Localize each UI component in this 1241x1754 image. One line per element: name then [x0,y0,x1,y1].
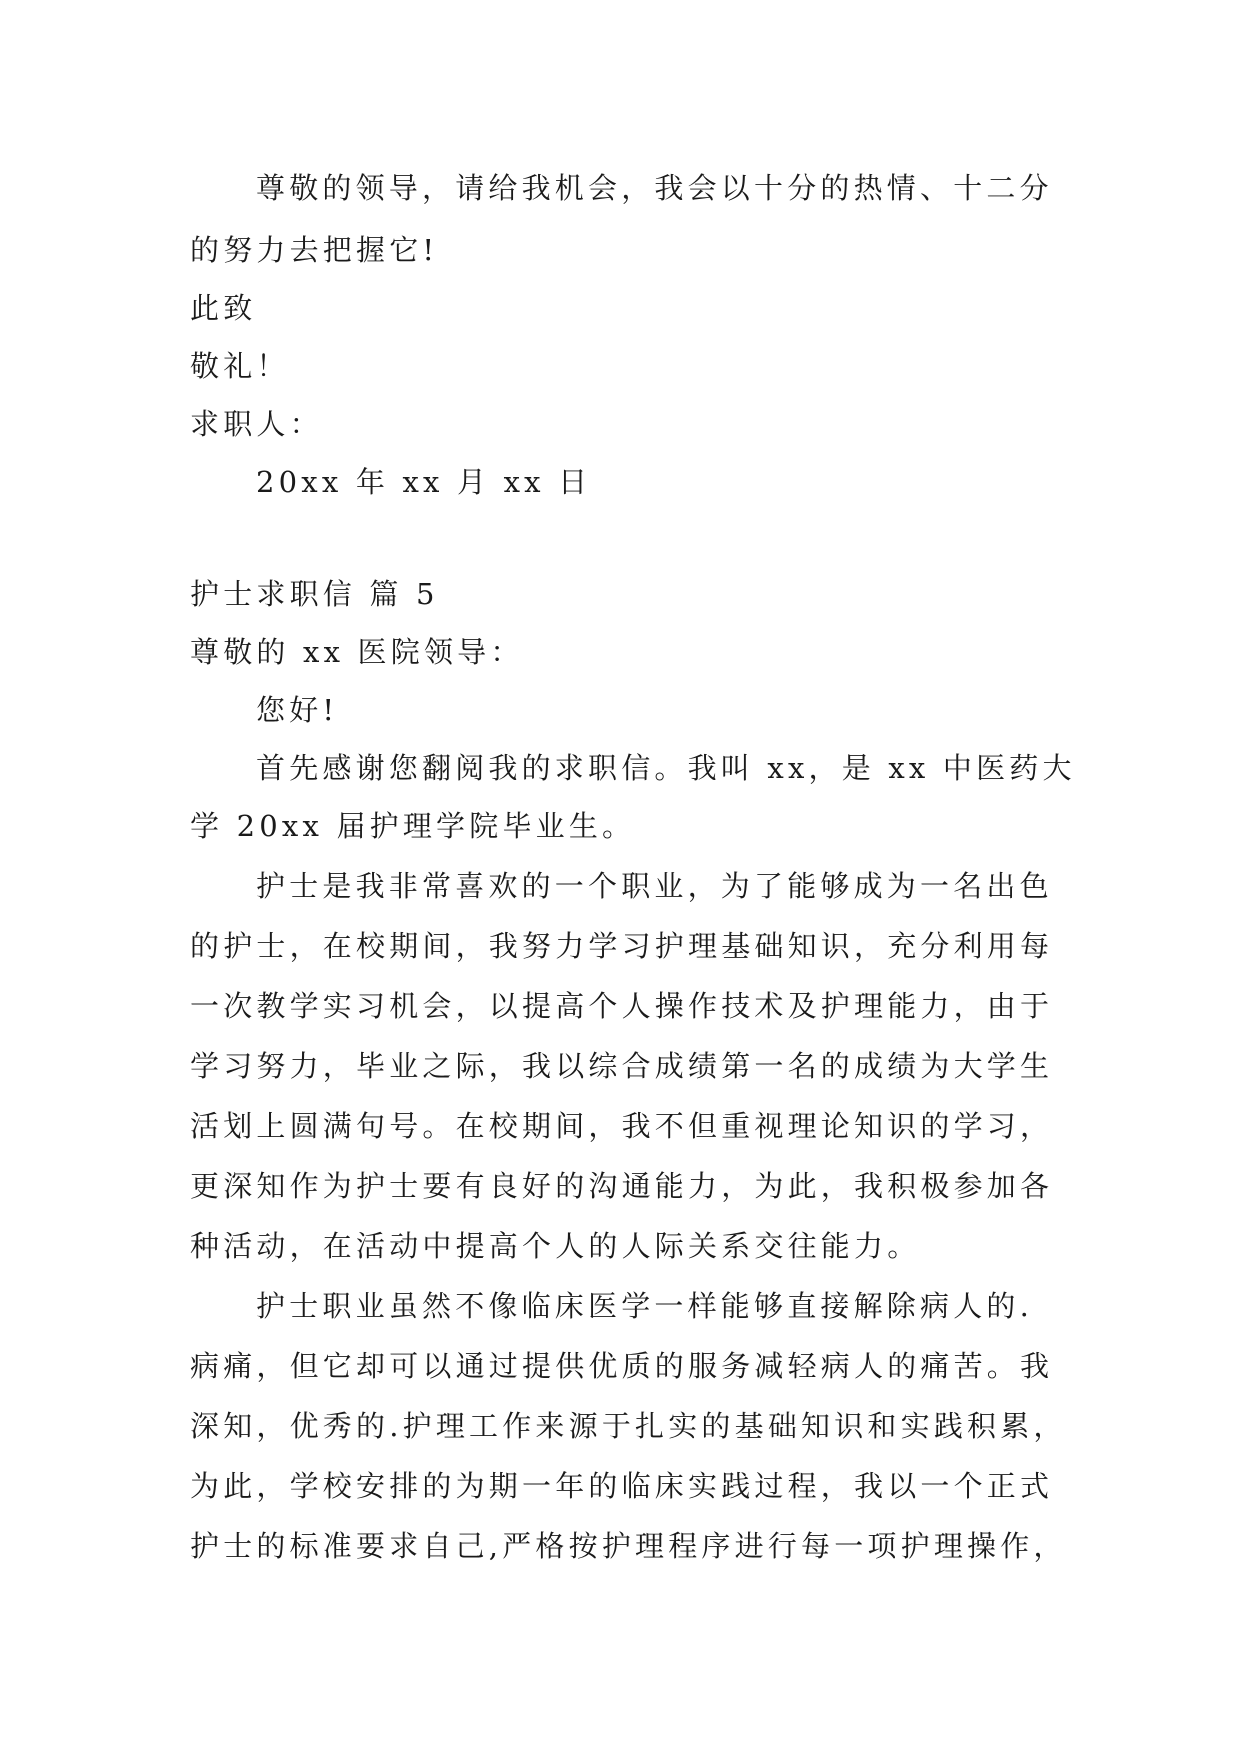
greeting-hello: 您好! [256,693,339,727]
paragraph-line: 的护士，在校期间，我努力学习护理基础知识，充分利用每 [190,929,1054,963]
paragraph-line: 为此，学校安排的为期一年的临床实践过程，我以一个正式 [190,1469,1054,1503]
date-line: 20xx 年 xx 月 xx 日 [256,465,592,499]
paragraph-line: 一次教学实习机会，以提高个人操作技术及护理能力，由于 [190,989,1054,1023]
paragraph-line: 护士是我非常喜欢的一个职业，为了能够成为一名出色 [256,869,1053,903]
paragraph-line: 首先感谢您翻阅我的求职信。我叫 xx，是 xx 中医药大 [256,751,1076,785]
paragraph-line: 学 20xx 届护理学院毕业生。 [190,809,636,843]
paragraph-line: 护士职业虽然不像临床医学一样能够直接解除病人的. [256,1289,1034,1323]
paragraph-line: 病痛，但它却可以通过提供优质的服务减轻病人的痛苦。我 [190,1349,1054,1383]
paragraph-line: 的努力去把握它! [190,233,439,267]
greeting-line: 尊敬的 xx 医院领导： [190,635,524,669]
signature-label: 求职人： [190,407,323,441]
closing-salutation: 此致 [190,291,257,325]
section-heading: 护士求职信 篇 5 [190,577,439,611]
paragraph-line: 更深知作为护士要有良好的沟通能力，为此，我积极参加各 [190,1169,1054,1203]
closing-regards: 敬礼！ [190,349,290,383]
paragraph-line: 种活动，在活动中提高个人的人际关系交往能力。 [190,1229,921,1263]
paragraph-line: 学习努力，毕业之际，我以综合成绩第一名的成绩为大学生 [190,1049,1054,1083]
paragraph-line: 护士的标准要求自己,严格按护理程序进行每一项护理操作， [190,1529,1067,1563]
paragraph-line: 尊敬的领导，请给我机会，我会以十分的热情、十二分 [256,171,1053,205]
paragraph-line: 深知，优秀的.护理工作来源于扎实的基础知识和实践积累， [190,1409,1067,1443]
paragraph-line: 活划上圆满句号。在校期间，我不但重视理论知识的学习， [190,1109,1054,1143]
